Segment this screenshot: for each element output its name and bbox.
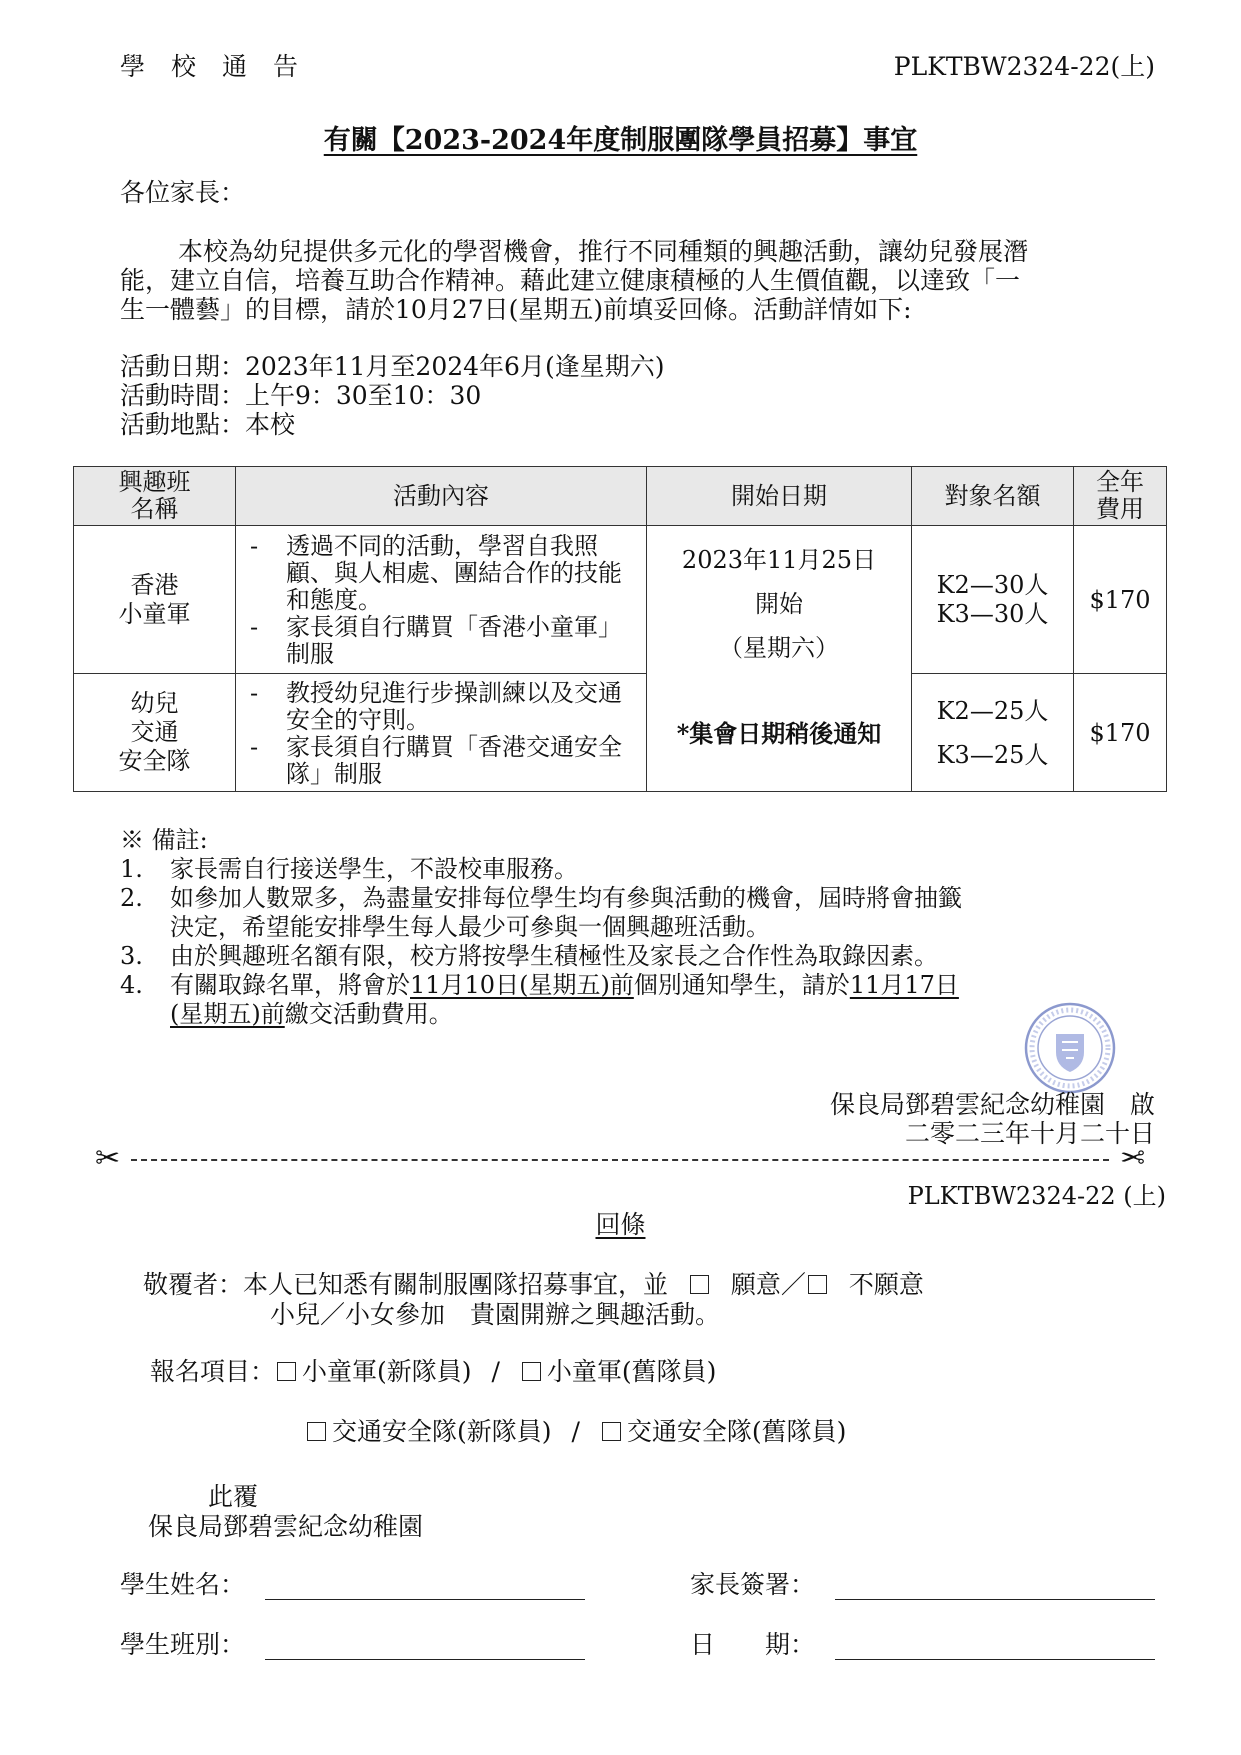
header-content: 活動內容 (236, 467, 647, 526)
student-class-field[interactable] (265, 1658, 585, 1660)
intro-line: 能，建立自信，培養互助合作精神。藉此建立健康積極的人生價值觀，以達致「一 (120, 266, 1021, 295)
school-name: 保良局鄧碧雲紀念幼稚園 啟 (829, 1090, 1155, 1119)
content-item: - 透過不同的活動，學習自我照顧、與人相處、團結合作的技能和態度。 (250, 533, 638, 614)
cut-line (95, 1141, 1145, 1176)
remark-item: 2. 如參加人數眾多，為盡量安排每位學生均有參與活動的機會，屆時將會抽籤 (120, 884, 962, 912)
notice-label: 學校通告 (120, 52, 325, 81)
header-start-date: 開始日期 (647, 467, 912, 526)
document-title: 有關【2023-2024年度制服團隊學員招募】事宜 (323, 125, 918, 156)
activity-time: 活動時間：上午9：30至10：30 (120, 381, 482, 410)
start-date-cell: 2023年11月25日 開始 （星期六） *集會日期稍後通知 (647, 526, 912, 792)
registration-row: 報名項目： 小童軍(新隊員) / 小童軍(舊隊員) (150, 1357, 717, 1386)
remark-item: 1. 家長需自行接送學生，不設校車服務。 (120, 855, 578, 883)
content-cell (236, 526, 647, 674)
content-item: - 家長須自行購買「香港交通安全隊」制服 (250, 734, 638, 788)
header-class-name: 興趣班 名稱 (74, 467, 236, 526)
remark-item-cont: 決定，希望能安排學生每人最少可參與一個興趣班活動。 (170, 913, 770, 941)
activity-details (120, 352, 664, 439)
notice-code: PLKTBW2324-22(上) (893, 52, 1155, 81)
reply-statement: 敬覆者：本人已知悉有關制服團隊招募事宜，並 願意／ 不願意 (143, 1270, 924, 1299)
fee-cell: $170 (1074, 674, 1167, 792)
school-seal-stamp (1022, 1000, 1118, 1096)
unwilling-checkbox[interactable] (808, 1275, 827, 1294)
date-label: 日 期： (690, 1630, 816, 1659)
registration-row: 交通安全隊(新隊員) / 交通安全隊(舊隊員) (305, 1417, 846, 1446)
intro-line: 本校為幼兒提供多元化的學習機會，推行不同種類的興趣活動，讓幼兒發展潛 (178, 237, 1029, 266)
student-name-label: 學生姓名： (120, 1570, 246, 1599)
intro-line: 生一體藝」的目標，請於10月27日(星期五)前填妥回條。活動詳情如下: (120, 295, 912, 324)
header-quota: 對象名額 (912, 467, 1074, 526)
notice-date: 二零二三年十月二十日 (904, 1119, 1155, 1148)
road-safety-new-checkbox[interactable] (307, 1422, 326, 1441)
class-name-cell: 香港 小童軍 (74, 526, 236, 674)
remarks-heading: ※ 備註: (120, 826, 208, 854)
closing-school: 保良局鄧碧雲紀念幼稚園 (148, 1512, 424, 1541)
scissors-icon: ✂ (1119, 1141, 1145, 1176)
cub-scout-new-checkbox[interactable] (277, 1362, 296, 1381)
scissors-icon: ✂ (95, 1141, 121, 1176)
remark-item: 4. 有關取錄名單，將會於11月10日(星期五)前個別通知學生，請於11月17日 (120, 971, 959, 999)
quota-cell: K2—25人 K3—25人 (912, 674, 1074, 792)
closing-reply: 此覆 (208, 1482, 259, 1511)
remarks (120, 826, 962, 1029)
table-row (74, 674, 1167, 792)
intro-paragraph (120, 237, 1028, 324)
content-item: - 家長須自行購買「香港小童軍」制服 (250, 614, 638, 668)
quota-cell: K2—30人 K3—30人 (912, 526, 1074, 674)
reply-statement-cont: 小兒／小女參加 貴園開辦之興趣活動。 (270, 1300, 721, 1329)
activity-date: 活動日期：2023年11月至2024年6月(逢星期六) (120, 352, 665, 381)
table-header-row (74, 467, 1167, 526)
content-cell (236, 674, 647, 792)
parent-signature-label: 家長簽署： (690, 1570, 816, 1599)
content-item: - 教授幼兒進行步操訓練以及交通安全的守則。 (250, 680, 638, 734)
class-name-cell: 幼兒 交通 安全隊 (74, 674, 236, 792)
reply-title: 回條 (595, 1210, 646, 1239)
student-name-field[interactable] (265, 1598, 585, 1600)
activity-venue: 活動地點：本校 (120, 410, 296, 439)
fee-cell: $170 (1074, 526, 1167, 674)
cub-scout-old-checkbox[interactable] (522, 1362, 541, 1381)
salutation: 各位家長： (120, 178, 246, 207)
table-row (74, 526, 1167, 674)
parent-signature-field[interactable] (835, 1598, 1155, 1600)
road-safety-old-checkbox[interactable] (602, 1422, 621, 1441)
activity-table (73, 466, 1167, 792)
reply-code: PLKTBW2324-22 (上) (907, 1182, 1166, 1210)
willing-checkbox[interactable] (690, 1275, 709, 1294)
date-field[interactable] (835, 1658, 1155, 1660)
remark-item: 3. 由於興趣班名額有限，校方將按學生積極性及家長之合作性為取錄因素。 (120, 942, 938, 970)
header-fee: 全年 費用 (1074, 467, 1167, 526)
student-class-label: 學生班別： (120, 1630, 246, 1659)
assembly-note: *集會日期稍後通知 (676, 719, 882, 748)
remark-item-cont: (星期五)前繳交活動費用。 (170, 1000, 453, 1028)
school-signoff (830, 1090, 1155, 1148)
